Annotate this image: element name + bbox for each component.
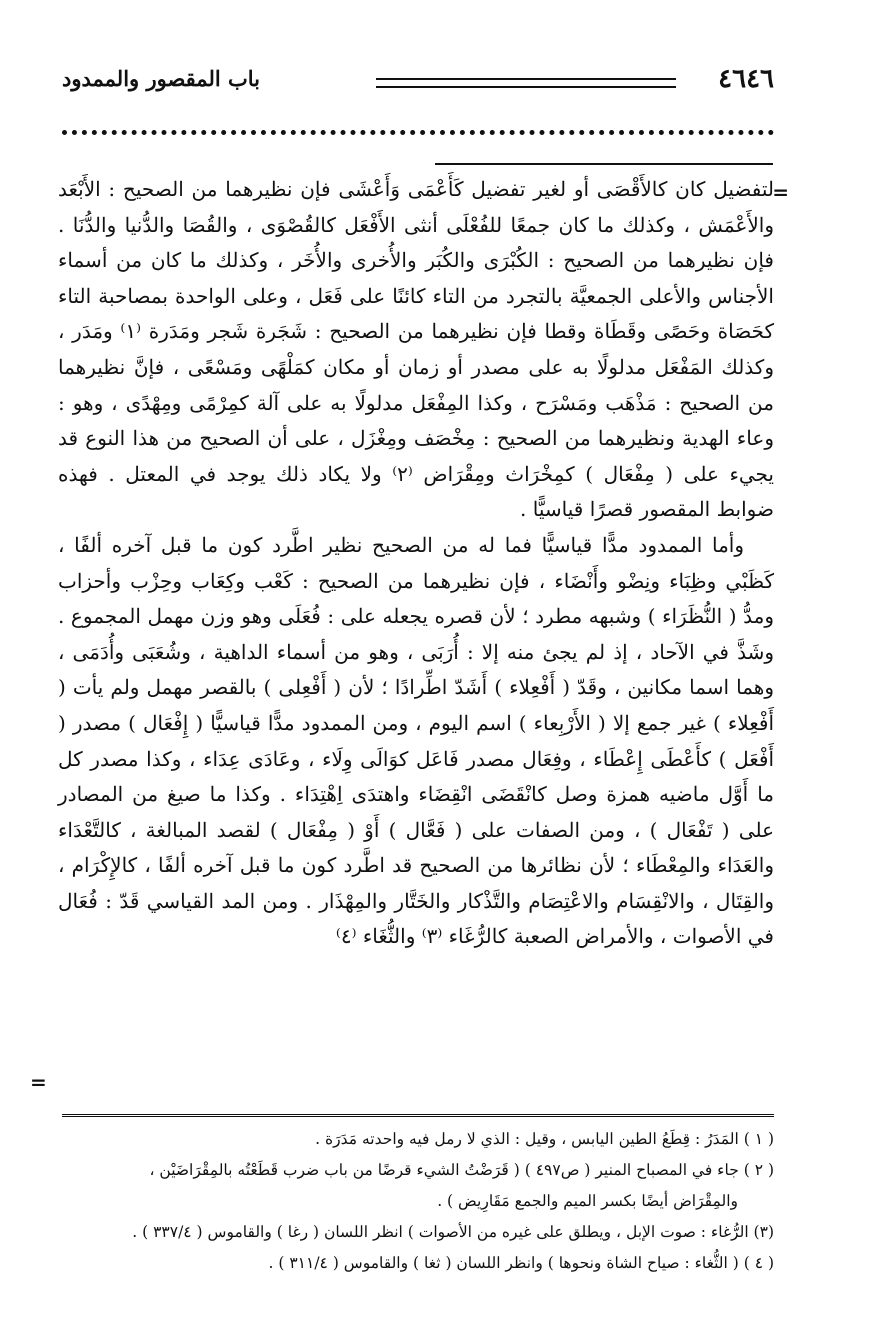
footnote-3: (٣) الرُّغاء : صوت الإبل ، ويطلق على غيره من الأصوات ) انظر اللسان ( رغا ) والقاموس ( ٣٣٧/٤ ) . [132, 1223, 774, 1241]
paragraph-2: وأما الممدود مدًّا قياسيًّا فما له من الصحيح نظير اطَّرد كون ما قبل آخره ألفًا ، كَظَبْي وظِبَاء ونِضْو وأَنْضَاء ، فإن نظيرهما من الصحيح : كَعْب وكِعَاب وحِزْب وأحزاب ومدُّ ( النُّظَرَاء ) وشبهه مطرد ؛ لأن قصره يجعله على : فُعَلَى وهو وزن مهمل المجموع . وشَذَّ في الآحاد ، إذ لم يجئ منه إلا : أُرَبَى ، وهو من أسماء الداهية ، وشُعَبَى وأُدَمَى ، وهما اسما مكانين ، وقَدّ ( أَفْعِلاء ) أَشَدّ اطِّرادًا ؛ لأن ( أَفْعِلى ) بالقصر مهمل ولم يأت ( أَفْعِلاء ) غير جمع إلا ( الأَرْبِعاء ) اسم اليوم ، ومن الممدود مدًّا قياسيًّا ( إِفْعَال ) مصدر ( أَفْعَل ) كأَعْطَى إِعْطَاء ، وفِعَال مصدر فَاعَل كوَالَى وِلَاء ، وعَادَى عِدَاء ، وكذا مصدر كل ما أَوَّل ماضيه همزة وصل كانْقَضَى انْقِضَاء واهتدَى اِهْتِدَاء . وكذا ما صيغ من المصادر على ( تَفْعَال ) ، ومن الصفات على ( فَعَّال ) أَوْ ( مِفْعَال ) لقصد المبالغة ، كالتَّعْدَاء والعَدَاء والمِعْطَاء ؛ لأن نظائرها من الصحيح قد اطَّرد كون ما قبل آخره ألفًا ، كالإِكْرَام ، والقِتَال ، والانْقِسَام والاعْتِصَام والتَّذْكار والخَتَّار والمِهْذَار . ومن المد القياسي قَدّ : فُعَال في الأصوات ، والأمراض الصعبة كالرُّغَاء ⁽٣⁾ والثُّغَاء ⁽٤⁾ [58, 532, 774, 949]
footnote-2: ( ٢ ) جاء في المصباح المنير ( ص٤٩٧ ) ( قَرَضْتُ الشيء قرضًا من باب ضرب قَطَعْتُه بالمِقْرَاضَيْن ، [149, 1161, 774, 1179]
continuation-mark-end: = [30, 1070, 47, 1094]
footnote-rule [62, 1114, 774, 1117]
page-header [62, 62, 774, 102]
paragraph-1: لتفضيل كان كالأَقْصَى أو لغير تفضيل كَأَعْمَى وَأَعْشَى فإن نظيرهما من الصحيح : الأَبْعَد والأَعْمَش ، وكذلك ما كان جمعًا للفُعْلَى أنثى الأَفْعَل كالقُصْوَى ، والقُصَا والدُّنيا والدُّنَا . فإن نظيرهما من الصحيح : الكُبْرَى والكُبَر والأُخرى والأُخَر ، وكذلك ما كان من أسماء الأجناس والأعلى الجمعيَّة بالتجرد من التاء كائنًا على فَعَل ، وعلى الواحدة بمصاحبة التاء كحَصَاة وحَصًى وقَطَاة وقطا فإن نظيرهما من الصحيح : شَجَرة شَجر ومَدَرة ⁽١⁾ ومَدَر ، وكذلك المَفْعَل مدلولًا به على مصدر أو زمان أو مكان كمَلْهًى ومَسْعًى ، فإنَّ نظيرهما من الصحيح : مَذْهَب ومَسْرَح ، وكذا المِفْعَل مدلولًا به على آلة كمِرْمًى ومِهْدًى ، وهو : وعاء الهدية ونظيرهما من الصحيح : مِخْصَف ومِغْزَل ، على أن الصحيح من هذا النوع قد يجيء على ( مِفْعَال ) كمِخْرَاث ومِقْرَاض ⁽٢⁾ ولا يكاد ذلك يوجد في المعتل . فهذه ضوابط المقصور قصرًا قياسيًّا . [58, 177, 774, 522]
footnote-4: ( ٤ ) ( الثُّغاء : صياح الشاة ونحوها ) وانظر اللسان ( ثغا ) والقاموس ( ٣١١/٤ ) . [268, 1254, 774, 1272]
chapter-title: باب المقصور والممدود [62, 66, 261, 91]
page-number: ٤٦٤٦ [718, 64, 774, 94]
top-rule [435, 163, 773, 165]
main-text [58, 172, 774, 955]
footnote-1: ( ١ ) المَدَرُ : قِطَعُ الطين اليابس ، وقيل : الذي لا رمل فيه واحدته مَدَرَة . [315, 1130, 774, 1148]
footnote-2-continued: والمِقْرَاض أيضًا بكسر الميم والجمع مَقَارِيض ) . [437, 1192, 738, 1210]
dotted-separator [62, 130, 774, 147]
continuation-mark-start: = [772, 180, 789, 204]
footnotes [62, 1124, 774, 1279]
header-double-rule [376, 78, 676, 88]
